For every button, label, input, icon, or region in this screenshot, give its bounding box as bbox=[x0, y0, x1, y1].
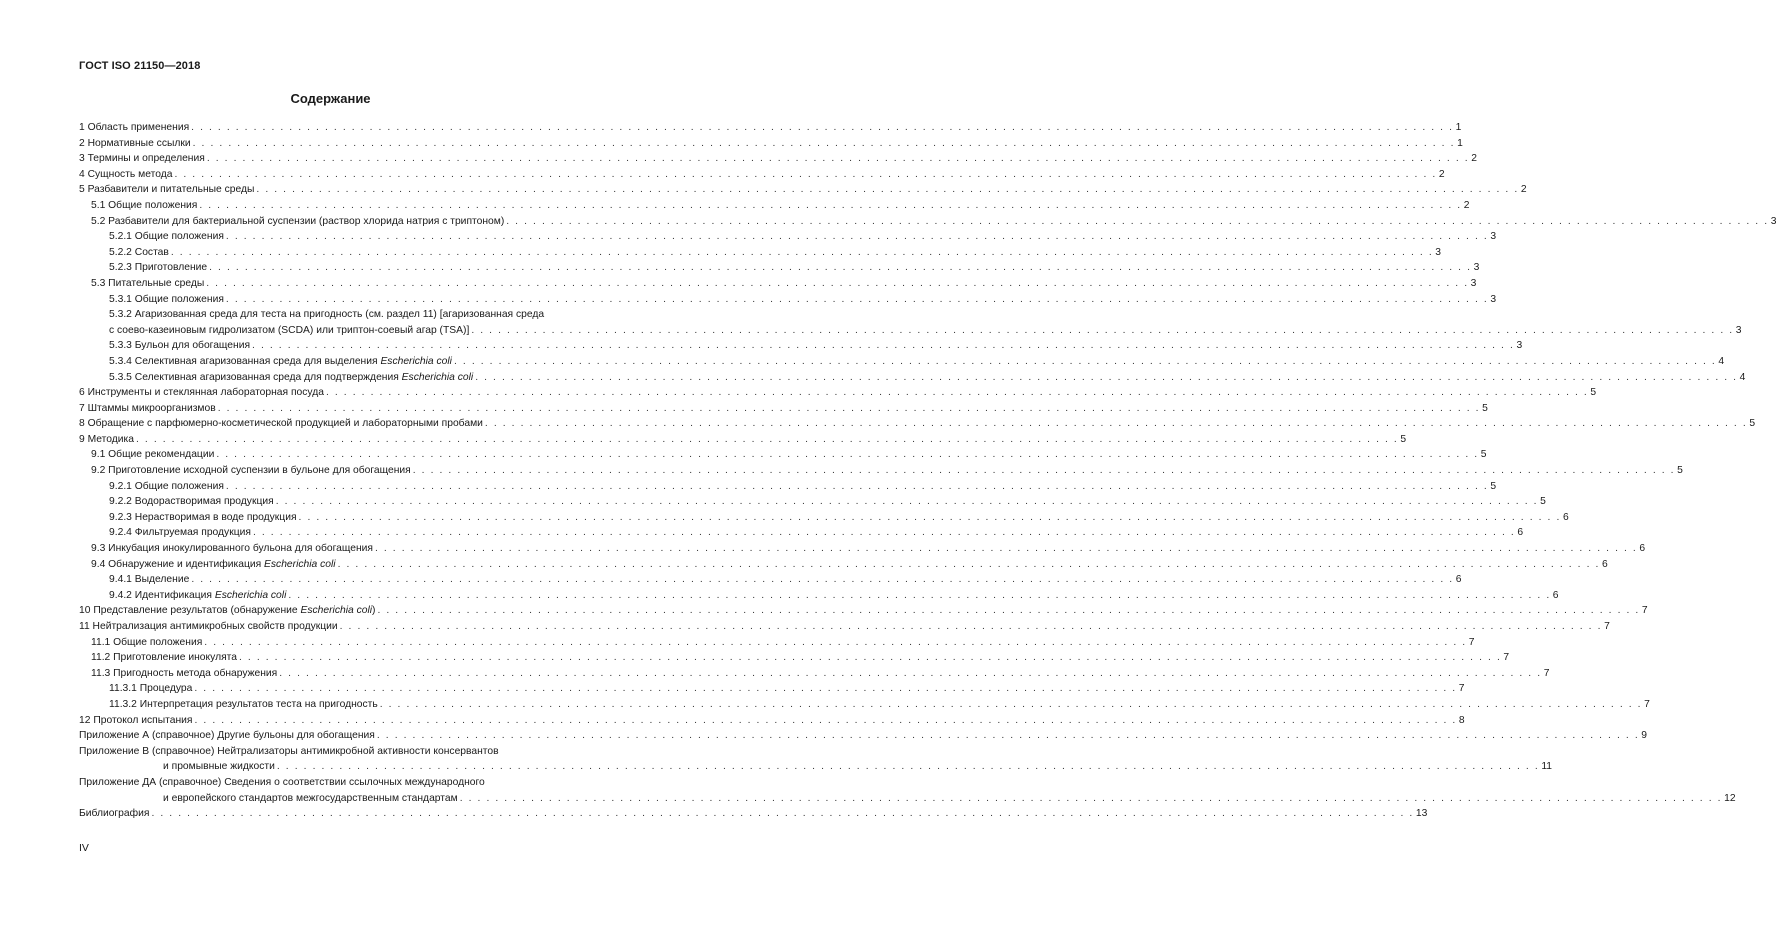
toc-entry[interactable] bbox=[79, 775, 609, 791]
toc-leader-dots bbox=[239, 650, 1501, 666]
toc-entry[interactable] bbox=[79, 214, 1776, 230]
toc-entry-species-name: Escherichia coli bbox=[300, 605, 373, 617]
toc-leader-dots bbox=[288, 588, 1550, 604]
toc-entry[interactable] bbox=[79, 806, 1428, 822]
toc-page-number: 6 bbox=[1602, 558, 1608, 570]
toc-page-number: 3 bbox=[1473, 262, 1480, 274]
toc-page-number: 4 bbox=[1718, 355, 1725, 367]
toc-leader-dots bbox=[471, 323, 1733, 339]
toc-entry-title bbox=[91, 463, 411, 479]
page-title: Содержание bbox=[290, 91, 371, 106]
toc-leader-dots bbox=[338, 557, 1600, 573]
toc-entry-title bbox=[79, 167, 172, 183]
toc-entry-text: 5.3.5 Селективная агаризованная среда для подтверждения bbox=[109, 371, 402, 383]
toc-leader-dots bbox=[191, 572, 1453, 588]
toc-entry-text: 10 Представление результатов (обнаружение bbox=[79, 605, 301, 617]
toc-entry[interactable] bbox=[79, 167, 1445, 183]
toc-leader-dots bbox=[277, 759, 1539, 775]
toc-entry-text: 8 Обращение с парфюмерно-косметической продукцией и лабораторными пробами bbox=[79, 418, 483, 430]
toc-entry[interactable] bbox=[79, 588, 1559, 604]
toc-entry-text: 5.2.2 Состав bbox=[109, 246, 169, 258]
toc-entry-suffix: ) bbox=[372, 605, 376, 617]
toc-entry-text: 1 Область применения bbox=[79, 122, 190, 133]
toc-entry-text: 6 Инструменты и стеклянная лабораторная посуда bbox=[79, 387, 324, 399]
toc-entry-text: 5.2 Разбавители для бактериальной суспензии (раствор хлорида натрия с триптоном) bbox=[91, 215, 505, 227]
toc-entry[interactable] bbox=[79, 292, 1497, 308]
toc-page-number: 7 bbox=[1641, 605, 1648, 617]
toc-entry-text: 11 Нейтрализация антимикробных свойств продукции bbox=[79, 621, 338, 632]
toc-page-number: 3 bbox=[1516, 340, 1523, 352]
toc-entry[interactable] bbox=[79, 728, 1648, 744]
toc-page-number: 5 bbox=[1590, 387, 1597, 399]
toc-entry-text: 5.2.3 Приготовление bbox=[109, 262, 208, 274]
toc-entry[interactable] bbox=[79, 338, 1523, 354]
toc-entry[interactable] bbox=[79, 619, 1610, 635]
toc-page-number: 5 bbox=[1490, 480, 1497, 492]
toc-entry[interactable] bbox=[79, 744, 609, 760]
toc-page-number: 7 bbox=[1503, 652, 1510, 664]
toc-entry[interactable] bbox=[79, 650, 1510, 666]
toc-page-number: 2 bbox=[1471, 153, 1477, 165]
toc-leader-dots bbox=[226, 479, 1488, 495]
toc-leader-dots bbox=[253, 525, 1515, 541]
toc-entry-title bbox=[109, 588, 286, 604]
toc-leader-dots bbox=[191, 120, 1453, 136]
toc-entry-title bbox=[79, 120, 189, 136]
toc-entry-text: 2 Нормативные ссылки bbox=[79, 137, 191, 149]
toc-entry-text: 5.3.3 Бульон для обогащения bbox=[109, 340, 251, 352]
toc-entry-continuation[interactable] bbox=[79, 791, 1736, 807]
toc-leader-dots bbox=[340, 619, 1602, 635]
toc-entry[interactable] bbox=[79, 120, 1462, 136]
toc-leader-dots bbox=[377, 728, 1639, 744]
toc-entry[interactable] bbox=[79, 401, 1488, 417]
toc-page-number: 7 bbox=[1543, 667, 1550, 679]
toc-leader-dots bbox=[151, 806, 1413, 822]
toc-leader-dots bbox=[226, 229, 1488, 245]
toc-leader-dots bbox=[256, 182, 1518, 198]
toc-entry-title bbox=[109, 292, 224, 308]
toc-entry-text: 9.2.1 Общие положения bbox=[109, 480, 224, 492]
toc-entry[interactable] bbox=[79, 370, 1746, 386]
toc-entry-title-continuation: с соево-казеиновым гидролизатом (SCDA) или триптон-соевый агар (TSA)] bbox=[109, 324, 470, 336]
toc-entry[interactable] bbox=[79, 136, 1463, 152]
toc-entry[interactable] bbox=[79, 557, 1608, 573]
toc-leader-dots bbox=[199, 198, 1461, 214]
toc-entry-text: 9.4 Обнаружение и идентификация bbox=[91, 558, 265, 570]
document-header: ГОСТ ISO 21150—2018 bbox=[79, 60, 201, 72]
toc-entry-text: 9.2.4 Фильтруемая продукция bbox=[109, 527, 251, 539]
toc-page-number: 5 bbox=[1482, 402, 1488, 414]
toc-entry-title bbox=[109, 510, 297, 526]
toc-leader-dots bbox=[252, 338, 1514, 354]
toc-page-number: 6 bbox=[1562, 511, 1569, 523]
toc-entry-text: 9 Методика bbox=[79, 433, 134, 445]
toc-entry-title bbox=[79, 401, 216, 417]
toc-entry[interactable] bbox=[79, 713, 1465, 729]
toc-entry-title bbox=[109, 479, 224, 495]
toc-entry[interactable] bbox=[79, 463, 1683, 479]
toc-entry-title bbox=[79, 603, 375, 619]
toc-entry-text: 9.1 Общие рекомендации bbox=[91, 449, 215, 461]
toc-entry-text: 11.1 Общие положения bbox=[91, 636, 203, 648]
toc-page-number: 3 bbox=[1490, 293, 1497, 305]
toc-entry-title bbox=[109, 338, 250, 354]
toc-entry-title bbox=[91, 650, 237, 666]
toc-entry[interactable] bbox=[79, 260, 1480, 276]
toc-entry[interactable] bbox=[79, 416, 1756, 432]
toc-leader-dots bbox=[207, 151, 1469, 167]
toc-leader-dots bbox=[206, 276, 1468, 292]
toc-entry-title bbox=[91, 666, 277, 682]
toc-page-number: 3 bbox=[1490, 231, 1497, 243]
toc-entry-continuation[interactable] bbox=[79, 323, 1742, 339]
toc-entry[interactable] bbox=[79, 245, 1442, 261]
toc-leader-dots bbox=[380, 697, 1642, 713]
toc-entry-text: 9.2.2 Водорастворимая продукция bbox=[109, 496, 274, 508]
toc-entry-text: 5 Разбавители и питательные среды bbox=[79, 184, 255, 196]
toc-entry[interactable] bbox=[79, 681, 1465, 697]
toc-entry[interactable] bbox=[79, 494, 1546, 510]
toc-page-number: 12 bbox=[1724, 792, 1736, 804]
toc-page-number: 3 bbox=[1435, 246, 1442, 258]
toc-entry-title bbox=[79, 151, 205, 167]
toc-entry-title-continuation: и промывные жидкости bbox=[163, 761, 275, 773]
toc-page-number: 3 bbox=[1470, 277, 1477, 289]
toc-page-number: 6 bbox=[1517, 527, 1524, 539]
toc-page-number: 7 bbox=[1644, 698, 1650, 710]
toc-entry-title bbox=[79, 385, 324, 401]
toc-entry-title: 5.3.2 Агаризованная среда для теста на пригодность (см. раздел 11) [агаризованная среда bbox=[109, 309, 545, 321]
toc-entry-text: 9.4.1 Выделение bbox=[109, 574, 190, 586]
toc-entry-title: Приложение ДА (справочное) Сведения о соответствии ссылочных международного bbox=[79, 776, 485, 788]
toc-entry-title bbox=[91, 198, 197, 214]
toc-entry[interactable] bbox=[79, 432, 1407, 448]
toc-entry-species-name: Escherichia coli bbox=[380, 355, 452, 367]
toc-entry[interactable] bbox=[79, 354, 1725, 370]
toc-entry[interactable] bbox=[79, 151, 1477, 167]
toc-leader-dots bbox=[171, 245, 1433, 261]
toc-entry-title bbox=[79, 416, 483, 432]
toc-entry-text: 5.3 Питательные среды bbox=[91, 277, 205, 289]
toc-entry-title bbox=[79, 728, 375, 744]
toc-leader-dots bbox=[326, 385, 1588, 401]
toc-leader-dots bbox=[299, 510, 1561, 526]
toc-entry-text: 5.3.1 Общие положения bbox=[109, 293, 224, 305]
toc-page-number: 9 bbox=[1641, 730, 1648, 742]
toc-entry-title bbox=[79, 713, 192, 729]
toc-entry-text: Приложение А (справочное) Другие бульоны для обогащения bbox=[79, 730, 375, 742]
toc-entry-text: 9.2 Приготовление исходной суспензии в бульоне для обогащения bbox=[91, 465, 411, 477]
toc-leader-dots bbox=[216, 447, 1478, 463]
toc-leader-dots bbox=[454, 354, 1716, 370]
toc-entry-text: 9.4.2 Идентификация bbox=[109, 589, 215, 601]
toc-entry-title bbox=[109, 681, 192, 697]
toc-page-number: 6 bbox=[1552, 589, 1559, 601]
toc-entry-text: 12 Протокол испытания bbox=[79, 714, 193, 726]
toc-entry-title bbox=[79, 136, 191, 152]
toc-entry[interactable] bbox=[79, 525, 1524, 541]
toc-entry-text: 5.2.1 Общие положения bbox=[109, 231, 224, 243]
toc-leader-dots bbox=[460, 791, 1722, 807]
toc-page-number: 4 bbox=[1739, 371, 1746, 383]
toc-entry-title bbox=[109, 229, 224, 245]
toc-entry-title bbox=[91, 214, 504, 230]
toc-entry[interactable] bbox=[79, 479, 1497, 495]
toc-page-number: 2 bbox=[1438, 168, 1445, 180]
toc-page-number: 1 bbox=[1455, 122, 1462, 133]
toc-entry-title bbox=[109, 494, 274, 510]
toc-leader-dots bbox=[506, 214, 1768, 230]
toc-entry-continuation[interactable] bbox=[79, 759, 1553, 775]
toc-leader-dots bbox=[377, 603, 1639, 619]
toc-entry-text: Библиография bbox=[79, 808, 150, 820]
toc-entry-text: 9.3 Инкубация инокулированного бульона для обогащения bbox=[91, 543, 373, 555]
toc-entry[interactable] bbox=[79, 572, 1462, 588]
toc-entry[interactable] bbox=[79, 635, 1475, 651]
toc-page-number: 13 bbox=[1415, 808, 1428, 820]
toc-entry-text: 11.3.1 Процедура bbox=[109, 683, 193, 695]
toc-entry-title bbox=[79, 619, 338, 635]
toc-entry-title bbox=[91, 276, 204, 292]
toc-entry[interactable] bbox=[79, 182, 1527, 198]
toc-entry-title bbox=[109, 697, 378, 713]
toc-page-number: 2 bbox=[1520, 184, 1527, 196]
toc-entry-title bbox=[79, 432, 134, 448]
toc-entry[interactable] bbox=[79, 229, 1497, 245]
toc-leader-dots bbox=[194, 713, 1456, 729]
toc-entry[interactable] bbox=[79, 697, 1650, 713]
toc-leader-dots bbox=[226, 292, 1488, 308]
toc-leader-dots bbox=[279, 666, 1541, 682]
toc-leader-dots bbox=[174, 167, 1436, 183]
toc-entry-text: 7 Штаммы микроорганизмов bbox=[79, 402, 216, 414]
toc-entry-text: 11.3 Пригодность метода обнаружения bbox=[91, 667, 278, 679]
toc-entry-title bbox=[91, 447, 214, 463]
toc-page-number: 6 bbox=[1639, 543, 1646, 555]
toc-entry-title bbox=[109, 354, 452, 370]
toc-leader-dots bbox=[375, 541, 1637, 557]
toc-page-number: 5 bbox=[1480, 449, 1487, 461]
toc-leader-dots bbox=[276, 494, 1538, 510]
toc-page-number: 3 bbox=[1770, 215, 1776, 227]
toc-page-number: 5 bbox=[1540, 496, 1546, 508]
toc-entry-title bbox=[79, 806, 149, 822]
toc-entry[interactable] bbox=[79, 276, 1477, 292]
toc-entry[interactable] bbox=[79, 385, 1597, 401]
page-number: IV bbox=[79, 842, 89, 854]
toc-entry-title bbox=[91, 541, 373, 557]
toc-leader-dots bbox=[136, 432, 1398, 448]
toc-entry-title bbox=[91, 635, 202, 651]
toc-entry-species-name: Escherichia coli bbox=[214, 589, 287, 601]
toc-entry-title bbox=[109, 245, 169, 261]
toc-page-number: 1 bbox=[1457, 137, 1463, 149]
toc-page-number: 7 bbox=[1468, 636, 1475, 648]
toc-entry-title bbox=[79, 182, 254, 198]
toc-entry-text: 5.1 Общие положения bbox=[91, 199, 198, 211]
toc-entry-text: 11.2 Приготовление инокулята bbox=[91, 652, 237, 664]
toc-page-number: 2 bbox=[1463, 199, 1470, 211]
toc-leader-dots bbox=[475, 370, 1737, 386]
toc-entry-title: Приложение В (справочное) Нейтрализаторы антимикробной активности консервантов bbox=[79, 745, 499, 757]
toc-entry-title bbox=[109, 572, 189, 588]
toc-leader-dots bbox=[209, 260, 1471, 276]
toc-page-number: 5 bbox=[1677, 465, 1683, 477]
toc-entry-text: 3 Термины и определения bbox=[79, 153, 205, 165]
toc-leader-dots bbox=[193, 136, 1455, 152]
toc-page-number: 7 bbox=[1458, 683, 1465, 695]
toc-entry-title bbox=[109, 525, 251, 541]
toc-entry-species-name: Escherichia coli bbox=[264, 558, 336, 570]
toc-entry[interactable] bbox=[79, 307, 609, 323]
toc-entry[interactable] bbox=[79, 510, 1569, 526]
toc-entry-title bbox=[91, 557, 336, 573]
toc-leader-dots bbox=[218, 401, 1480, 417]
toc-entry-title bbox=[109, 370, 473, 386]
toc-entry-text: 11.3.2 Интерпретация результатов теста на пригодность bbox=[109, 698, 378, 710]
toc-page-number: 5 bbox=[1400, 433, 1407, 445]
toc-entry-text: 4 Сущность метода bbox=[79, 168, 173, 180]
toc-entry-title bbox=[109, 260, 207, 276]
toc-entry-text: 5.3.4 Селективная агаризованная среда для выделения bbox=[109, 355, 381, 367]
toc-entry[interactable] bbox=[79, 666, 1550, 682]
toc-entry-text: 9.2.3 Нерастворимая в воде продукция bbox=[109, 511, 297, 523]
toc-entry-title-continuation: и европейского стандартов межгосударственным стандартам bbox=[163, 792, 458, 804]
toc-page-number: 8 bbox=[1458, 714, 1465, 726]
toc-page-number: 11 bbox=[1541, 761, 1553, 773]
table-of-contents bbox=[79, 120, 1776, 822]
toc-page-number: 5 bbox=[1749, 418, 1756, 430]
toc-leader-dots bbox=[413, 463, 1675, 479]
toc-leader-dots bbox=[485, 416, 1747, 432]
toc-page-number: 7 bbox=[1604, 621, 1610, 632]
toc-entry[interactable] bbox=[79, 447, 1487, 463]
toc-entry[interactable] bbox=[79, 603, 1648, 619]
toc-entry[interactable] bbox=[79, 541, 1646, 557]
toc-leader-dots bbox=[204, 635, 1466, 651]
toc-entry[interactable] bbox=[79, 198, 1470, 214]
toc-leader-dots bbox=[194, 681, 1456, 697]
toc-entry-species-name: Escherichia coli bbox=[401, 371, 474, 383]
toc-page-number: 3 bbox=[1735, 324, 1742, 336]
toc-page-number: 6 bbox=[1455, 574, 1462, 586]
